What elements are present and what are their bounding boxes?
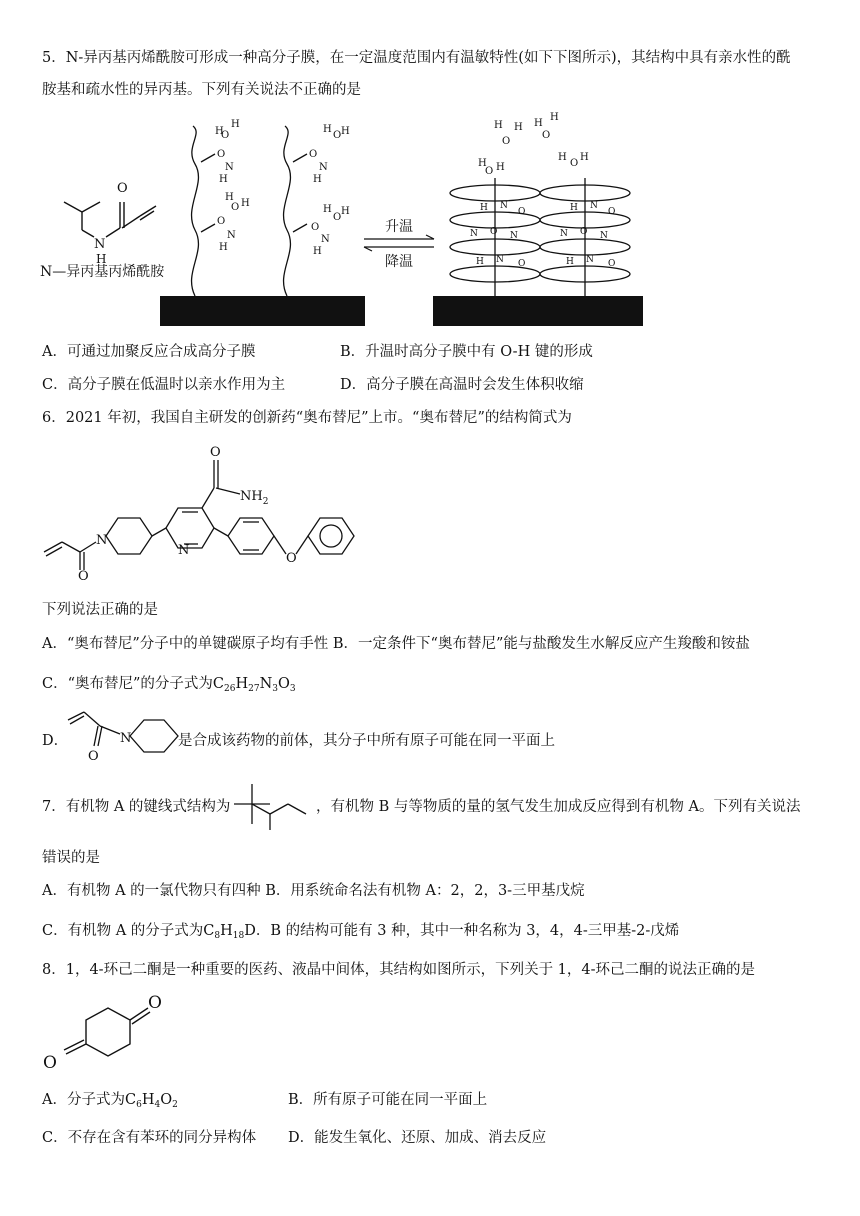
svg-text:N: N: [560, 229, 568, 239]
q6-ask: 下列说法正确的是: [42, 602, 158, 618]
q8-option-d[interactable]: D．能发生氧化、还原、加成、消去反应: [288, 1130, 547, 1146]
svg-text:H: H: [215, 126, 224, 137]
svg-text:H: H: [478, 158, 487, 169]
svg-text:O: O: [43, 1053, 57, 1073]
svg-text:H: H: [570, 203, 578, 213]
svg-text:H: H: [341, 206, 350, 217]
svg-text:O: O: [490, 227, 498, 237]
q6-option-ab[interactable]: A．“奥布替尼”分子中的单键碳原子均有手性 B．一定条件下“奥布替尼”能与盐酸发生水解反应产生羧酸和铵盐: [42, 636, 750, 652]
q5-stem-line1: 5．N-异丙基丙烯酰胺可形成一种高分子膜，在一定温度范围内有温敏特性(如下下图所示)，其结构中具有亲水性的酰: [42, 50, 791, 66]
svg-text:H: H: [323, 204, 332, 215]
svg-text:O: O: [117, 181, 128, 196]
svg-text:O: O: [518, 259, 526, 269]
q5-high-temp-figure: [430, 108, 645, 330]
q7-option-c-text: C．有机物 A 的分子式为: [42, 923, 204, 939]
svg-text:H: H: [241, 198, 250, 209]
svg-text:N: N: [470, 229, 478, 239]
svg-text:O: O: [217, 149, 226, 160]
svg-text:N: N: [94, 237, 106, 252]
svg-text:H: H: [580, 152, 589, 163]
svg-text:O: O: [217, 216, 226, 227]
svg-text:H: H: [496, 162, 505, 173]
q6-option-d-structure: [64, 706, 184, 766]
svg-text:O: O: [502, 136, 511, 147]
svg-text:N: N: [510, 231, 518, 241]
svg-text:N: N: [586, 255, 594, 265]
q6-option-c-text: C．“奥布替尼”的分子式为: [42, 676, 213, 692]
svg-text:N: N: [178, 543, 190, 558]
svg-text:O: O: [231, 202, 240, 213]
svg-text:O: O: [333, 130, 342, 141]
q6-option-d-label[interactable]: D．: [42, 733, 69, 749]
q8-option-a-formula: $C_6H_4O_2$: [124, 1092, 178, 1110]
svg-text:H: H: [476, 257, 484, 267]
svg-text:H: H: [534, 118, 543, 129]
q5-arrow-heat: 升温: [385, 219, 413, 235]
svg-text:O: O: [210, 445, 221, 460]
svg-text:H: H: [96, 252, 107, 266]
q5-option-a[interactable]: A．可通过加聚反应合成高分子膜: [42, 344, 256, 360]
svg-text:N: N: [500, 201, 508, 211]
q5-monomer-label: N—异丙基丙烯酰胺: [40, 264, 165, 280]
q6-option-c[interactable]: [42, 674, 296, 699]
svg-text:O: O: [542, 130, 551, 141]
q5-stem-line2: 胺基和疏水性的异丙基。下列有关说法不正确的是: [42, 82, 361, 98]
q7-stem-line2: 错误的是: [42, 850, 100, 866]
svg-text:O: O: [333, 212, 342, 223]
q5-option-c[interactable]: C．高分子膜在低温时以亲水作用为主: [42, 377, 286, 393]
svg-text:O: O: [570, 158, 579, 169]
svg-text:H: H: [494, 120, 503, 131]
svg-text:H: H: [514, 122, 523, 133]
svg-text:O: O: [608, 259, 616, 269]
svg-text:H: H: [323, 124, 332, 135]
q6-option-c-formula: $C_{26}H_{27}N_3O_3$: [212, 676, 296, 694]
q8-option-a-text: A．分子式为: [42, 1092, 125, 1108]
svg-text:H: H: [566, 257, 574, 267]
q5-option-d[interactable]: D．高分子膜在高温时会发生体积收缩: [340, 377, 584, 393]
svg-text:O: O: [485, 166, 494, 177]
svg-text:O: O: [286, 551, 297, 566]
svg-text:N: N: [319, 162, 328, 173]
svg-text:N: N: [496, 255, 504, 265]
svg-text:H: H: [219, 174, 228, 185]
svg-text:N: N: [96, 533, 108, 548]
svg-text:O: O: [309, 149, 318, 160]
svg-text:O: O: [608, 207, 616, 217]
svg-text:H: H: [225, 192, 234, 203]
q8-option-b[interactable]: B．所有原子可能在同一平面上: [288, 1092, 488, 1108]
svg-text:N: N: [227, 230, 236, 241]
q5-arrow-cool: 降温: [385, 254, 413, 270]
svg-text:O: O: [580, 227, 588, 237]
svg-text:H: H: [550, 112, 559, 123]
svg-text:NH2: $NH_2$: [240, 489, 269, 507]
q7-compound-a-structure: [230, 780, 310, 832]
q8-stem: 8．1，4-环己二酮是一种重要的医药、液晶中间体，其结构如图所示，下列关于 1，4-环己二酮的说法正确的是: [42, 962, 756, 978]
svg-text:N: N: [590, 201, 598, 211]
q7-option-ab[interactable]: A．有机物 A 的一氯代物只有四种 B．用系统命名法有机物 A：2，2，3-三甲基戊烷: [42, 883, 585, 899]
svg-text:H: H: [480, 203, 488, 213]
q5-option-b[interactable]: B．升温时高分子膜中有 O-H 键的形成: [340, 344, 593, 360]
svg-text:N: N: [321, 234, 330, 245]
svg-text:O: O: [88, 749, 99, 764]
q7-option-c-formula: $C_8H_{18}$: [203, 923, 245, 941]
svg-text:N: N: [120, 731, 132, 746]
q8-option-a[interactable]: [42, 1090, 178, 1115]
q5-low-temp-figure: [155, 112, 370, 330]
svg-text:H: H: [341, 126, 350, 137]
q6-stem: 6．2021 年初，我国自主研发的创新药“奥布替尼”上市。“奥布替尼”的结构简式为: [42, 410, 572, 426]
svg-text:O: O: [148, 993, 162, 1013]
svg-text:O: O: [518, 207, 526, 217]
q7-stem-post: ，有机物 B 与等物质的量的氢气发生加成反应得到有机物 A。下列有关说法: [316, 799, 801, 815]
svg-text:N: N: [600, 231, 608, 241]
svg-text:O: O: [78, 569, 89, 584]
svg-text:O: O: [311, 222, 320, 233]
svg-text:H: H: [313, 174, 322, 185]
q6-option-d[interactable]: 是合成该药物的前体，其分子中所有原子可能在同一平面上: [178, 733, 555, 749]
q7-option-cd[interactable]: [42, 921, 679, 946]
svg-text:H: H: [313, 246, 322, 257]
svg-text:H: H: [231, 119, 240, 130]
q7-option-d-text: D．B 的结构可能有 3 种，其中一种名称为 3，4，4-三甲基-2-戊烯: [244, 923, 680, 939]
q8-option-c[interactable]: C．不存在含有苯环的同分异构体: [42, 1130, 257, 1146]
svg-text:H: H: [558, 152, 567, 163]
svg-text:O: O: [221, 130, 230, 141]
q7-stem-pre: 7．有机物 A 的键线式结构为: [42, 799, 231, 815]
q6-orelabrutinib-structure: [40, 438, 360, 588]
q8-cyclohexanedione-structure: [40, 988, 170, 1076]
svg-text:N: N: [225, 162, 234, 173]
svg-text:H: H: [219, 242, 228, 253]
